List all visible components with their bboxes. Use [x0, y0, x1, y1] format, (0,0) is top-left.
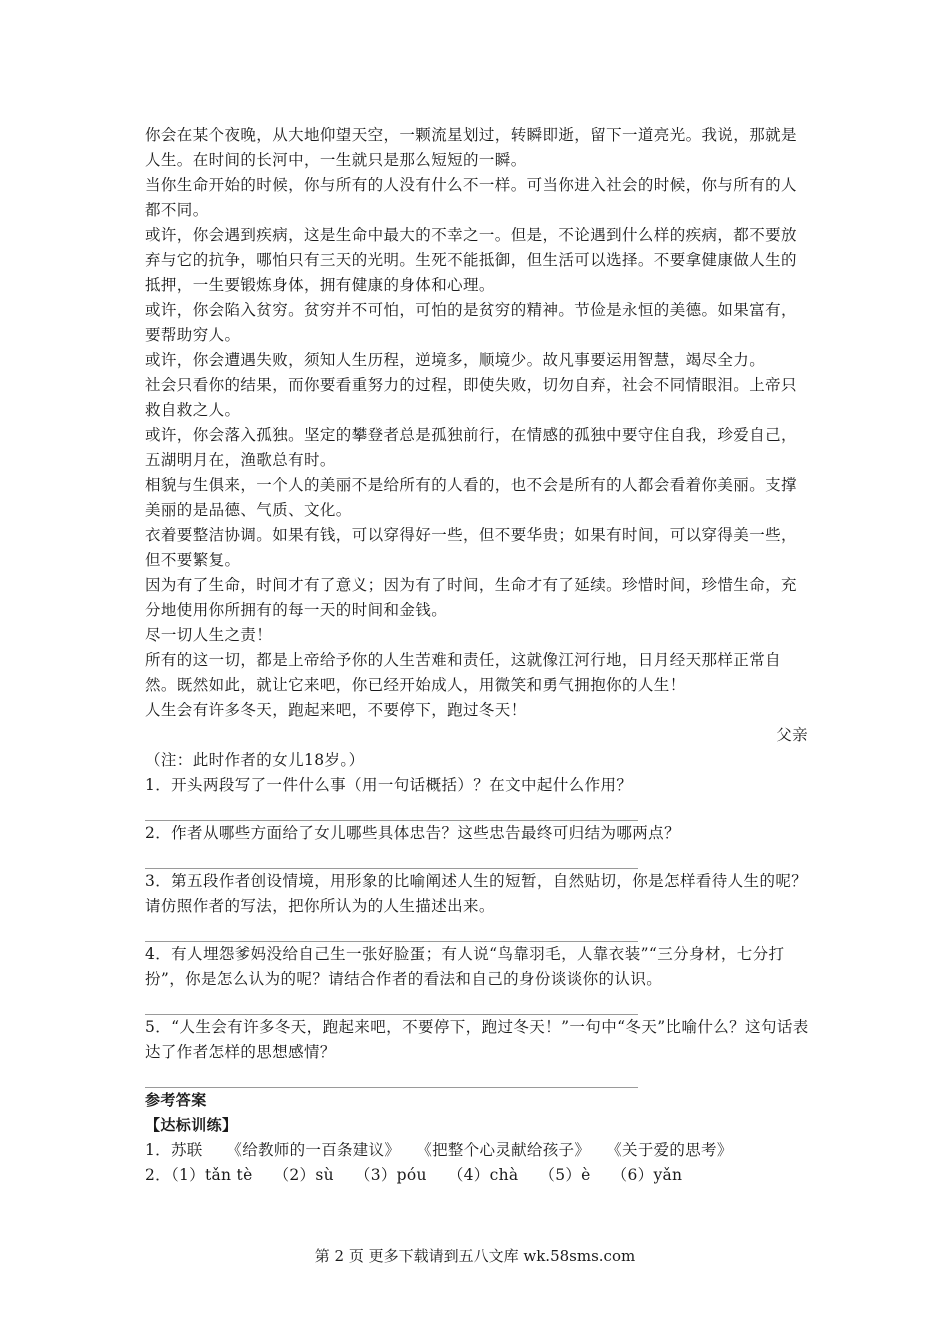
- section-heading: 【达标训练】: [145, 1116, 238, 1134]
- answer-1: 1．苏联 《给教师的一百条建议》 《把整个心灵献给孩子》 《关于爱的思考》: [145, 1141, 733, 1159]
- paragraph-1: 你会在某个夜晚，从大地仰望天空，一颗流星划过，转瞬即逝，留下一道亮光。我说，那就是人生。在时间的长河中，一生就只是那么短短的一瞬。: [145, 126, 797, 169]
- question-5: 5．“人生会有许多冬天，跑起来吧，不要停下，跑过冬天！”一句中“冬天”比喻什么？这句话表达了作者怎样的思想感情？: [145, 1018, 809, 1061]
- answer-line-2[interactable]: [145, 846, 638, 869]
- answer-2: 2．（1）tǎn tè （2）sù （3）póu （4）chà （5）è （6）yǎn: [145, 1166, 683, 1184]
- paragraph-3: 或许，你会遇到疾病，这是生命中最大的不幸之一。但是，不论遇到什么样的疾病，都不要放弃与它的抗争，哪怕只有三天的光明。生死不能抵御，但生活可以选择。不要拿健康做人生的抵押，一生要锻炼身体，拥有健康的身体和心理。: [145, 226, 797, 294]
- answer-line-5[interactable]: [145, 1065, 638, 1088]
- paragraph-11: 尽一切人生之责！: [145, 626, 273, 644]
- question-2: 2．作者从哪些方面给了女儿哪些具体忠告？这些忠告最终可归结为哪两点？: [145, 824, 680, 842]
- answer-line-3[interactable]: [145, 919, 638, 942]
- paragraph-9: 衣着要整洁协调。如果有钱，可以穿得好一些，但不要华贵；如果有时间，可以穿得美一些，但不要繁复。: [145, 526, 797, 569]
- paragraph-13: 人生会有许多冬天，跑起来吧，不要停下，跑过冬天！: [145, 701, 527, 719]
- paragraph-12: 所有的这一切，都是上帝给予你的人生苦难和责任，这就像江河行地，日月经天那样正常自然。既然如此，就让它来吧，你已经开始成人，用微笑和勇气拥抱你的人生！: [145, 651, 782, 694]
- answer-line-4[interactable]: [145, 992, 638, 1015]
- page-footer: 第 2 页 更多下载请到五八文库 wk.58sms.com: [314, 1247, 636, 1265]
- paragraph-6: 社会只看你的结果，而你要看重努力的过程，即使失败，切勿自弃，社会不同情眼泪。上帝只救自救之人。: [145, 376, 797, 419]
- answer-heading: 参考答案: [145, 1091, 207, 1109]
- paragraph-10: 因为有了生命，时间才有了意义；因为有了时间，生命才有了延续。珍惜时间，珍惜生命，充分地使用你所拥有的每一天的时间和金钱。: [145, 576, 797, 619]
- paragraph-7: 或许，你会落入孤独。坚定的攀登者总是孤独前行，在情感的孤独中要守住自我，珍爱自己，五湖明月在，渔歌总有时。: [145, 426, 797, 469]
- document-body: [145, 123, 810, 1188]
- note: （注：此时作者的女儿18岁。）: [145, 751, 365, 769]
- paragraph-8: 相貌与生俱来，一个人的美丽不是给所有的人看的，也不会是所有的人都会看着你美丽。支撑美丽的是品德、气质、文化。: [145, 476, 797, 519]
- question-1: 1．开头两段写了一件什么事（用一句话概括）？在文中起什么作用？: [145, 776, 633, 794]
- paragraph-4: 或许，你会陷入贫穷。贫穷并不可怕，可怕的是贫穷的精神。节俭是永恒的美德。如果富有，要帮助穷人。: [145, 301, 797, 344]
- question-4: 4．有人埋怨爹妈没给自己生一张好脸蛋；有人说“鸟靠羽毛，人靠衣装”“三分身材，七分打扮”，你是怎么认为的呢？请结合作者的看法和自己的身份谈谈你的认识。: [145, 945, 785, 988]
- paragraph-2: 当你生命开始的时候，你与所有的人没有什么不一样。可当你进入社会的时候，你与所有的人都不同。: [145, 176, 797, 219]
- answer-line-1[interactable]: [145, 798, 638, 821]
- question-3: 3．第五段作者创设情境，用形象的比喻阐述人生的短暂，自然贴切，你是怎样看待人生的呢？请仿照作者的写法，把你所认为的人生描述出来。: [145, 872, 808, 915]
- paragraph-5: 或许，你会遭遇失败，须知人生历程，逆境多，顺境少。故凡事要运用智慧，竭尽全力。: [145, 351, 766, 369]
- signature: 父亲: [776, 726, 808, 744]
